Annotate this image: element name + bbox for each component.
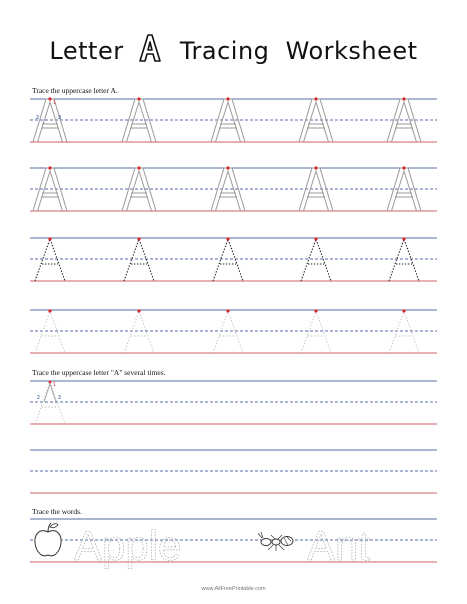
dotted-letter-a bbox=[389, 239, 419, 281]
faint-letter-a bbox=[124, 311, 154, 353]
start-dot bbox=[226, 309, 229, 312]
guide-letter-a bbox=[211, 99, 245, 142]
start-dot bbox=[49, 381, 52, 384]
faint-letter-a bbox=[35, 311, 65, 353]
apple-icon bbox=[35, 523, 61, 556]
start-dot bbox=[137, 97, 140, 100]
start-dot bbox=[48, 309, 51, 312]
practice-lines bbox=[30, 99, 437, 562]
guide-letter-a bbox=[122, 99, 156, 142]
dotted-letter-a bbox=[213, 239, 243, 281]
dotted-letter-a bbox=[301, 239, 331, 281]
faint-letter-a bbox=[389, 311, 419, 353]
stroke-number-2: 2 bbox=[36, 115, 40, 121]
guide-letter-a bbox=[33, 168, 67, 211]
guide-letter-a bbox=[299, 168, 333, 211]
start-dot bbox=[226, 166, 229, 169]
start-dot bbox=[48, 166, 51, 169]
start-dot bbox=[314, 309, 317, 312]
stroke-number-3: 3 bbox=[58, 395, 61, 401]
guide-letter-a bbox=[299, 99, 333, 142]
ruling-row-3 bbox=[30, 238, 437, 281]
start-dot bbox=[137, 237, 140, 240]
dotted-letter-a bbox=[124, 239, 154, 281]
guide-letter-a bbox=[387, 99, 421, 142]
dotted-letter-a bbox=[35, 239, 65, 281]
title-word-rest: Tracing Worksheet bbox=[179, 37, 418, 65]
start-dot bbox=[226, 97, 229, 100]
start-dot bbox=[402, 97, 405, 100]
start-dot bbox=[314, 97, 317, 100]
ruling-row-4 bbox=[30, 310, 437, 353]
footer-website[interactable]: www.AllFreePrintable.com bbox=[201, 586, 266, 592]
faint-letter-a bbox=[301, 311, 331, 353]
start-dot bbox=[226, 237, 229, 240]
start-dot bbox=[48, 237, 51, 240]
traceable-word-ant: Ant bbox=[307, 522, 371, 569]
start-dot bbox=[402, 309, 405, 312]
traceable-word-apple: Apple bbox=[74, 522, 182, 569]
start-dot bbox=[402, 166, 405, 169]
guide-letter-a bbox=[122, 168, 156, 211]
guide-letter-a bbox=[387, 168, 421, 211]
start-dot bbox=[402, 237, 405, 240]
instruction-trace-letter: Trace the uppercase letter A. bbox=[32, 86, 118, 95]
start-dot bbox=[137, 309, 140, 312]
start-dot bbox=[314, 166, 317, 169]
stroke-number-1: 1 bbox=[53, 382, 56, 388]
start-dot bbox=[48, 97, 51, 100]
title-word-letter: Letter bbox=[49, 37, 124, 65]
instruction-trace-several: Trace the uppercase letter "A" several times. bbox=[32, 368, 166, 377]
faint-letter-a bbox=[213, 311, 243, 353]
ruling-row-6 bbox=[30, 450, 437, 493]
ruling-row-5 bbox=[30, 381, 437, 424]
faint-letter-a bbox=[35, 382, 65, 424]
stroke-number-1: 1 bbox=[53, 100, 57, 106]
start-dot bbox=[314, 237, 317, 240]
stroke-number-2: 2 bbox=[37, 395, 40, 401]
ant-icon bbox=[258, 532, 293, 551]
start-dot bbox=[137, 166, 140, 169]
stroke-number-3: 3 bbox=[58, 115, 62, 121]
instruction-trace-words: Trace the words. bbox=[32, 507, 82, 516]
guide-letter-a bbox=[211, 168, 245, 211]
